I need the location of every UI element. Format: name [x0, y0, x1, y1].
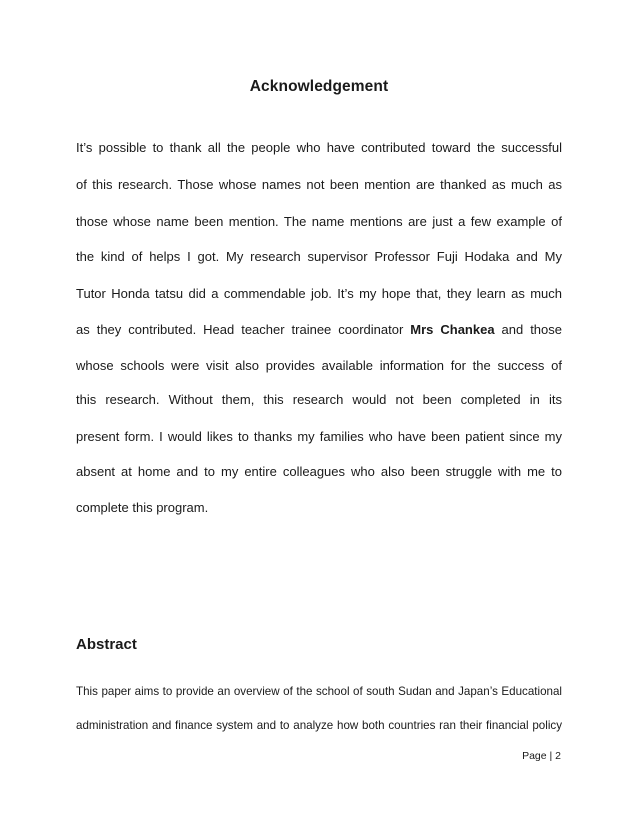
acknowledgement-line: Tutor Honda tatsu did a commendable job. It’s my hope that, they learn as much: [76, 286, 562, 301]
acknowledgement-line: absent at home and to my entire colleagues who also been struggle with me to: [76, 464, 562, 479]
acknowledgement-line: complete this program.: [76, 500, 209, 515]
page-number: Page | 2: [522, 750, 561, 762]
acknowledgement-line: those whose name been mention. The name mentions are just a few example of: [76, 214, 562, 229]
acknowledgement-line: whose schools were visit also provides available information for the success of: [76, 358, 562, 373]
acknowledgement-line: of this research. Those whose names not been mention are thanked as much as: [76, 177, 562, 192]
line-text: as they contributed. Head teacher trainee coordinator: [76, 322, 411, 337]
acknowledgement-line: present form. I would likes to thanks my families who have been patient since my: [76, 429, 562, 444]
acknowledgement-heading: Acknowledgement: [249, 78, 389, 95]
acknowledgement-line: It’s possible to thank all the people who have contributed toward the successful: [76, 140, 562, 155]
line-text: and those: [494, 322, 562, 337]
acknowledgement-line: [76, 322, 562, 338]
acknowledgement-line: the kind of helps I got. My research supervisor Professor Fuji Hodaka and My: [76, 249, 562, 264]
abstract-heading: Abstract: [76, 636, 137, 653]
abstract-line: This paper aims to provide an overview of the school of south Sudan and Japan’s Educational: [76, 685, 562, 698]
abstract-line: administration and finance system and to analyze how both countries ran their financial policy: [76, 719, 562, 732]
acknowledgement-line: this research. Without them, this research would not been completed in its: [76, 392, 562, 407]
coordinator-name: Mrs Chankea: [410, 322, 495, 337]
